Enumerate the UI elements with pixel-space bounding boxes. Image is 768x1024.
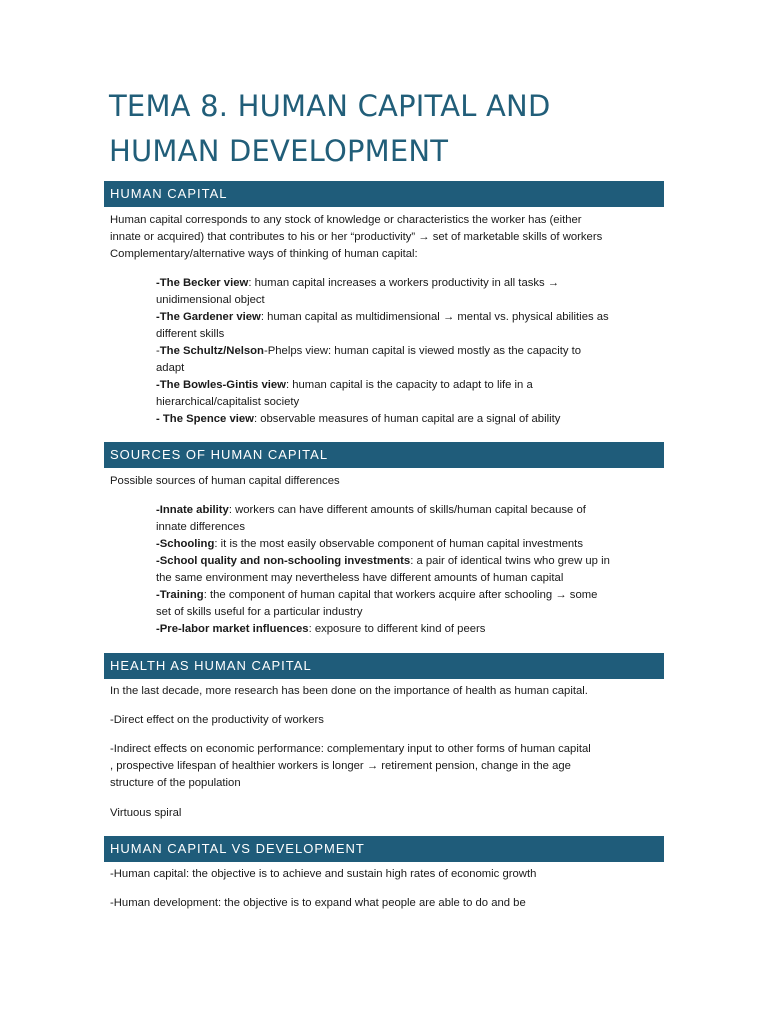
- text-line: innate or acquired) that contributes to his or her “productivity” → set of marketable skills of workers: [110, 231, 603, 243]
- human-capital-intro: [110, 212, 666, 263]
- list-item-term: -The Gardener view: [156, 311, 261, 323]
- list-item: [156, 309, 666, 326]
- list-item-term: -Innate ability: [156, 504, 229, 516]
- health-virtuous-spiral: Virtuous spiral: [110, 807, 182, 819]
- vs-human-development: -Human development: the objective is to expand what people are able to do and be: [110, 897, 526, 909]
- list-item: [156, 343, 666, 360]
- list-item-continuation: adapt: [156, 362, 185, 374]
- list-item-continuation: different skills: [156, 328, 225, 340]
- text-line: -Indirect effects on economic performance: complementary input to other forms of human capital: [110, 743, 591, 755]
- text-line: Human capital corresponds to any stock of knowledge or characteristics the worker has (either: [110, 214, 582, 226]
- section-heading-vs-development: HUMAN CAPITAL VS DEVELOPMENT: [104, 836, 664, 862]
- text-line: Complementary/alternative ways of thinking of human capital:: [110, 248, 418, 260]
- list-item: [156, 411, 666, 428]
- list-item-continuation: set of skills useful for a particular industry: [156, 606, 363, 618]
- section-heading-sources: SOURCES OF HUMAN CAPITAL: [104, 442, 664, 468]
- section-heading-health: HEALTH AS HUMAN CAPITAL: [104, 653, 664, 679]
- page-title-line-1: TEMA 8. HUMAN CAPITAL AND: [109, 89, 551, 123]
- sources-list: [156, 502, 666, 638]
- list-item-text: : human capital is the capacity to adapt to life in a: [285, 379, 533, 391]
- list-item-continuation: innate differences: [156, 521, 245, 533]
- health-direct-effect: -Direct effect on the productivity of workers: [110, 714, 324, 726]
- list-item-text: : a pair of identical twins who grew up in: [410, 555, 610, 567]
- list-item: [156, 275, 666, 292]
- list-item-continuation: unidimensional object: [156, 294, 265, 306]
- list-item: [156, 553, 666, 570]
- list-item-term: -The Becker view: [156, 277, 249, 289]
- human-capital-views-list: [156, 275, 666, 428]
- page-title: [109, 84, 669, 174]
- sources-intro: Possible sources of human capital differences: [110, 475, 340, 487]
- text-line: , prospective lifespan of healthier workers is longer → retirement pension, change in the age: [110, 760, 571, 772]
- list-item-text: : it is the most easily observable component of human capital investments: [214, 538, 583, 550]
- list-item-term: -Schooling: [156, 538, 215, 550]
- list-item: [156, 587, 666, 604]
- list-item: [156, 621, 666, 638]
- health-paragraph: In the last decade, more research has been done on the importance of health as human capital.: [110, 685, 588, 697]
- section-heading-human-capital: HUMAN CAPITAL: [104, 181, 664, 207]
- list-item-term: -Training: [156, 589, 204, 601]
- list-item-continuation: the same environment may nevertheless have different amounts of human capital: [156, 572, 564, 584]
- list-item: [156, 536, 666, 553]
- list-item-text: : human capital as multidimensional → mental vs. physical abilities as: [260, 311, 609, 323]
- list-item: [156, 502, 666, 519]
- list-item-term: -Pre-labor market influences: [156, 623, 309, 635]
- list-item: [156, 377, 666, 394]
- vs-human-capital: -Human capital: the objective is to achieve and sustain high rates of economic growth: [110, 868, 537, 880]
- list-item-text: : exposure to different kind of peers: [308, 623, 486, 635]
- list-item-text: : observable measures of human capital are a signal of ability: [253, 413, 561, 425]
- list-item-text: : the component of human capital that workers acquire after schooling → some: [203, 589, 598, 601]
- list-item-text: : human capital increases a workers productivity in all tasks →: [248, 277, 560, 289]
- health-indirect-effects: [110, 741, 666, 792]
- list-item-text: -Phelps view: human capital is viewed mostly as the capacity to: [263, 345, 582, 357]
- list-item-term: The Schultz/Nelson: [159, 345, 264, 357]
- list-item-term: -The Bowles-Gintis view: [156, 379, 286, 391]
- page-title-line-2: HUMAN DEVELOPMENT: [109, 134, 449, 168]
- list-item-continuation: hierarchical/capitalist society: [156, 396, 300, 408]
- list-item-term: -School quality and non-schooling investments: [156, 555, 411, 567]
- list-item-term: - The Spence view: [156, 413, 254, 425]
- list-item-prefix: -: [156, 345, 160, 357]
- text-line: structure of the population: [110, 777, 241, 789]
- list-item-text: : workers can have different amounts of skills/human capital because of: [228, 504, 586, 516]
